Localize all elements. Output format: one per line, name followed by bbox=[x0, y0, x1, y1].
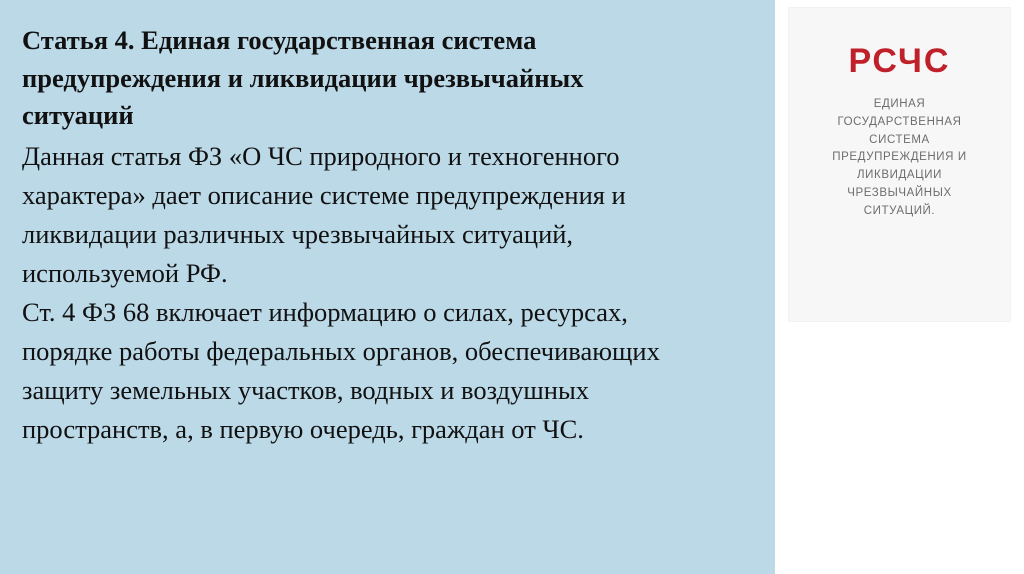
slide-body bbox=[22, 137, 712, 449]
body-paragraph-2: Ст. 4 ФЗ 68 включает информацию о силах, ресурсах, порядке работы федеральных органов, обеспечивающих защиту земельных участков, водных и воздушных пространств, а, в первую очередь, граждан от ЧС. bbox=[22, 296, 660, 444]
logo-subtitle bbox=[815, 96, 985, 221]
slide-heading: Статья 4. Единая государственная система предупреждения и ликвидации чрезвычайных ситуаций bbox=[22, 25, 584, 131]
logo-subtitle-line-1: ЕДИНАЯ ГОСУДАРСТВЕННАЯ bbox=[837, 98, 962, 128]
rschs-logo bbox=[789, 8, 1010, 321]
body-paragraph-1: Данная статья ФЗ «О ЧС природного и техногенного характера» дает описание системе предупреждения и ликвидации различных чрезвычайных ситуаций, используемой РФ. bbox=[22, 140, 626, 288]
logo-title: РСЧС bbox=[848, 42, 951, 80]
logo-image-card bbox=[789, 8, 1010, 321]
logo-subtitle-line-3: ЛИКВИДАЦИИ ЧРЕЗВЫЧАЙНЫХ bbox=[847, 169, 952, 200]
logo-subtitle-line-2: СИСТЕМА ПРЕДУПРЕЖДЕНИЯ И bbox=[832, 133, 967, 164]
logo-subtitle-line-4: СИТУАЦИЙ. bbox=[863, 204, 936, 217]
